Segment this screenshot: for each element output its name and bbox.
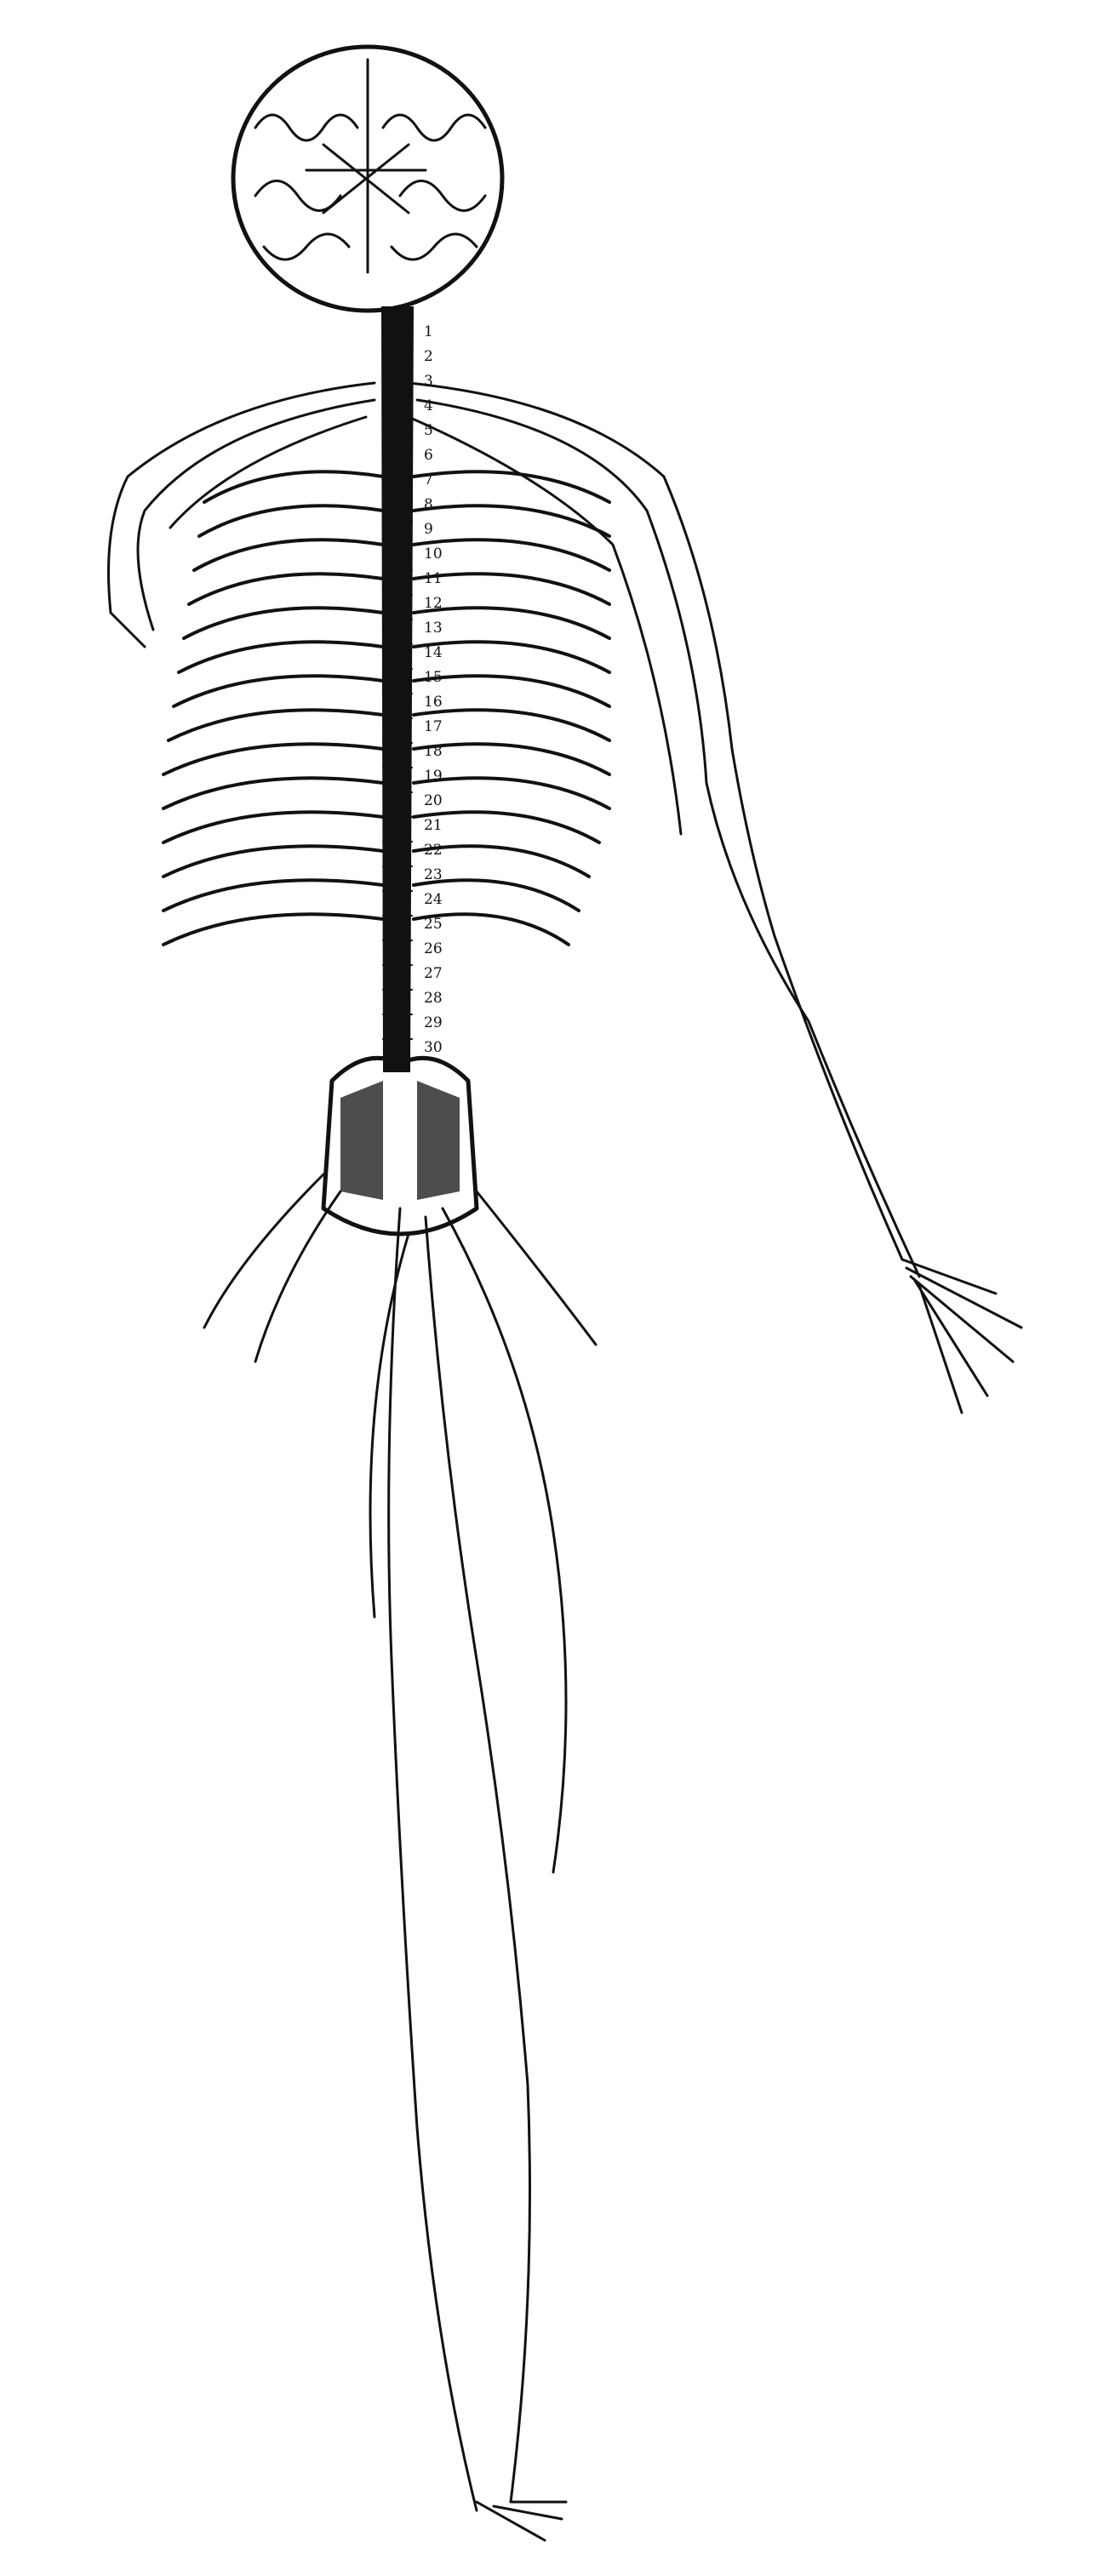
- vertebra-numeral: 11: [424, 570, 443, 587]
- vertebra-numeral: 6: [424, 447, 433, 464]
- vertebra-numeral: 18: [424, 743, 443, 760]
- vertebra-numeral: 5: [424, 422, 433, 439]
- vertebra-numeral: 25: [424, 916, 443, 933]
- intercostal-nerve: [174, 676, 383, 706]
- intercostal-nerve: [163, 846, 383, 877]
- vertebra-numeral: 26: [424, 940, 443, 957]
- vertebra-numeral: 10: [424, 545, 443, 563]
- intercostal-nerve: [163, 744, 383, 774]
- vertebra-numeral: 9: [424, 521, 433, 538]
- brain: [233, 47, 502, 311]
- intercostal-nerve: [414, 540, 609, 570]
- vertebra-numeral: 30: [424, 1039, 443, 1056]
- vertebra-numeral: 17: [424, 718, 443, 735]
- intercostal-nerve: [163, 880, 383, 911]
- intercostal-nerve: [169, 710, 383, 740]
- intercostal-nerve: [179, 642, 383, 672]
- intercostal-nerve: [414, 505, 609, 536]
- vertebra-numeral: 2: [424, 348, 433, 365]
- intercostal-nerve: [189, 574, 383, 604]
- vertebra-numeral: 12: [424, 595, 443, 612]
- vertebra-numeral: 20: [424, 792, 443, 809]
- intercostal-nerve: [414, 608, 609, 638]
- vertebra-numeral: 23: [424, 866, 443, 883]
- vertebra-numeral: 19: [424, 768, 443, 785]
- vertebra-numeral: 27: [424, 965, 443, 982]
- intercostal-nerve: [414, 642, 609, 672]
- vertebra-numeral: 1: [424, 323, 433, 340]
- intercostal-nerve: [414, 574, 609, 604]
- vertebra-numeral: 15: [424, 669, 443, 686]
- vertebra-numeral: 22: [424, 842, 443, 859]
- intercostal-nerve: [163, 914, 383, 945]
- intercostal-nerve: [199, 505, 383, 536]
- intercostal-nerve: [414, 778, 609, 808]
- vertebra-labels: [424, 323, 443, 1056]
- intercostal-nerve: [163, 812, 383, 842]
- left-arm-nerves: [409, 383, 1021, 1413]
- intercostal-nerve: [414, 676, 609, 706]
- vertebra-numeral: 3: [424, 373, 433, 390]
- intercostal-nerve: [194, 540, 383, 570]
- intercostal-nerve: [163, 778, 383, 808]
- vertebra-numeral: 29: [424, 1014, 443, 1031]
- vertebra-numeral: 28: [424, 990, 443, 1007]
- vertebra-numeral: 24: [424, 891, 443, 908]
- vertebra-numeral: 7: [424, 471, 433, 488]
- vertebra-numeral: 8: [424, 496, 433, 513]
- intercostal-nerve: [184, 608, 383, 638]
- vertebra-numeral: 14: [424, 644, 443, 661]
- vertebra-numeral: 13: [424, 620, 443, 637]
- intercostal-nerve: [414, 710, 609, 740]
- vertebra-numeral: 16: [424, 694, 443, 711]
- vertebra-numeral: 21: [424, 817, 443, 834]
- right-leg-nerves: [370, 1208, 566, 2540]
- spinal-column: [381, 306, 414, 1072]
- intercostal-nerve: [414, 471, 609, 502]
- intercostal-nerve: [414, 744, 609, 774]
- vertebra-numeral: 4: [424, 397, 433, 414]
